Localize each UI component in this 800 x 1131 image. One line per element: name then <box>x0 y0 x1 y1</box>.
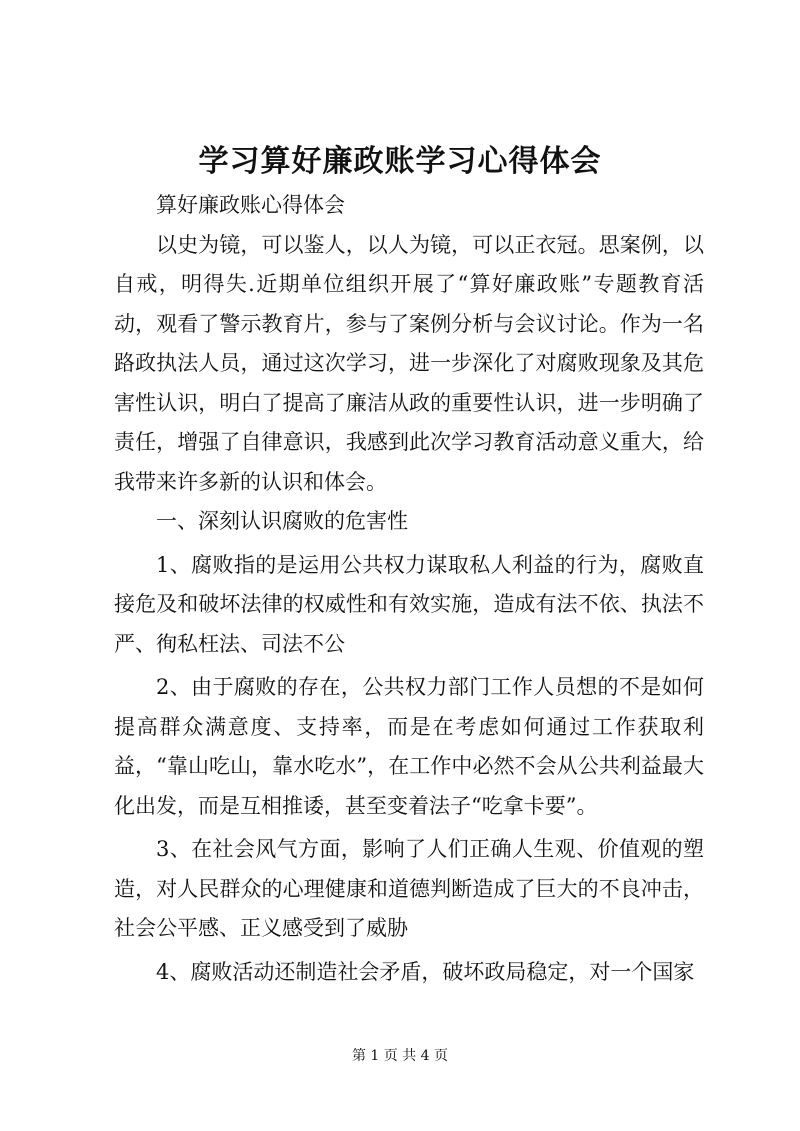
intro-paragraph: 以史为镜，可以鉴人，以人为镜，可以正衣冠。思案例，以自戒，明得失.近期单位组织开展了“算好廉政账”专题教育活动，观看了警示教育片，参与了案例分析与会议讨论。作为一名路政执法人员，通过这次学习，进一步深化了对腐败现象及其危害性认识，明白了提高了廉洁从政的重要性认识，进一步明确了责任，增强了自律意识，我感到此次学习教育活动意义重大，给我带来许多新的认识和体会。 <box>114 232 704 494</box>
subtitle-paragraph: 算好廉政账心得体会 <box>156 193 345 217</box>
document-body <box>114 186 704 992</box>
point-paragraph-4: 4、腐败活动还制造社会矛盾，破坏政局稳定，对一个国家 <box>156 959 695 984</box>
point-paragraph-1: 1、腐败指的是运用公共权力谋取私人利益的行为，腐败直接危及和破坏法律的权威性和有效实施，造成有法不依、执法不严、徇私枉法、司法不公 <box>114 552 704 656</box>
point-paragraph-2: 2、由于腐败的存在，公共权力部门工作人员想的不是如何提高群众满意度、支持率，而是在考虑如何通过工作获取利益，“靠山吃山，靠水吃水”，在工作中必然不会从公共利益最大化出发，而是互相推诿，甚至变着法子“吃拿卡要”。 <box>114 675 704 818</box>
section-heading: 一、深刻认识腐败的危害性 <box>156 509 408 533</box>
page-footer: 第 1 页 共 4 页 <box>351 1048 449 1064</box>
document-title: 学习算好廉政账学习心得体会 <box>198 144 602 179</box>
point-paragraph-3: 3、在社会风气方面，影响了人们正确人生观、价值观的塑造，对人民群众的心理健康和道德判断造成了巨大的不良冲击，社会公平感、正义感受到了威胁 <box>114 837 704 940</box>
